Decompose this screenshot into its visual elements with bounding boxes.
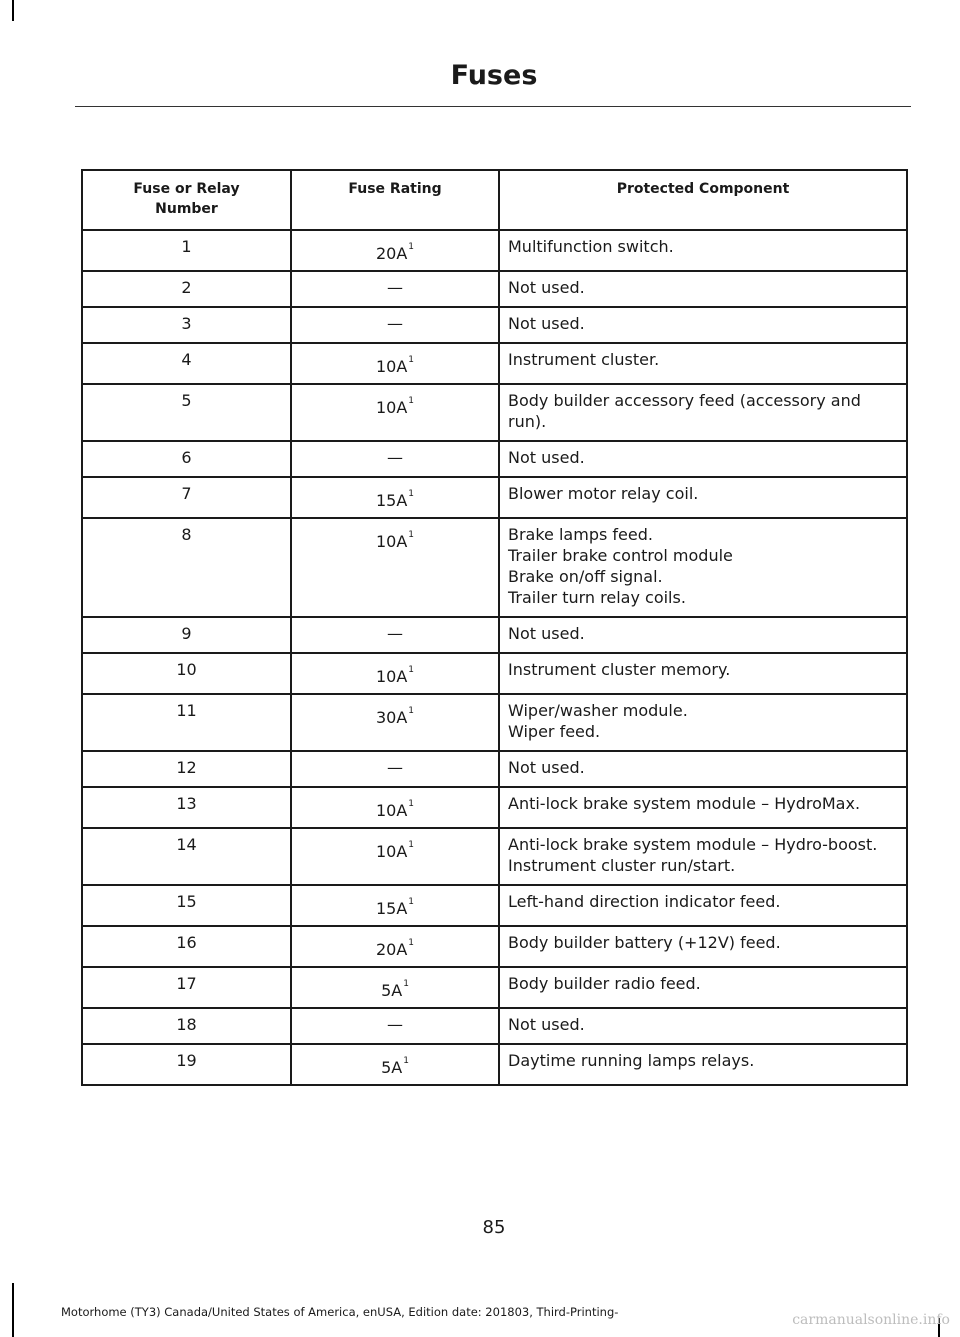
protected-component-cell (499, 1008, 907, 1044)
protected-component-line: Brake on/off signal. (508, 567, 663, 586)
crop-mark-top-left (12, 0, 14, 21)
table-row (82, 343, 907, 384)
fuse-number-cell: 1 (82, 230, 291, 271)
fuse-rating-cell (291, 617, 499, 653)
fuse-table-body (82, 230, 907, 1085)
fuse-number-cell: 17 (82, 967, 291, 1008)
fuse-rating-value: 15A (375, 491, 408, 510)
table-row (82, 617, 907, 653)
protected-component-line: Instrument cluster run/start. (508, 856, 736, 875)
table-row (82, 828, 907, 885)
protected-component-cell (499, 441, 907, 477)
column-header-fuse-number: Fuse or Relay Number (82, 170, 291, 230)
fuse-rating-cell (291, 787, 499, 828)
fuse-number-cell: 2 (82, 271, 291, 307)
footnote-marker: 1 (408, 242, 415, 252)
table-row (82, 885, 907, 926)
fuse-number-cell: 7 (82, 477, 291, 518)
fuse-rating-cell (291, 828, 499, 885)
fuse-rating-value: 10A (375, 801, 408, 820)
table-row (82, 653, 907, 694)
column-header-fuse-rating: Fuse Rating (291, 170, 499, 230)
protected-component-line: Not used. (508, 758, 585, 777)
protected-component-cell (499, 1044, 907, 1085)
fuse-rating-value: — (387, 314, 403, 333)
protected-component-cell (499, 518, 907, 617)
fuse-number-cell: 15 (82, 885, 291, 926)
fuse-number-cell: 12 (82, 751, 291, 787)
fuse-number-cell: 8 (82, 518, 291, 617)
protected-component-line: Wiper feed. (508, 722, 601, 741)
fuse-number-cell: 10 (82, 653, 291, 694)
protected-component-cell (499, 828, 907, 885)
fuse-rating-cell (291, 653, 499, 694)
footnote-marker: 1 (408, 897, 415, 907)
protected-component-line: Trailer brake control module (508, 546, 733, 565)
fuse-rating-cell (291, 885, 499, 926)
footnote-marker: 1 (403, 1056, 409, 1066)
footer-edition-text: Motorhome (TY3) Canada/United States of America, enUSA, Edition date: 201803, Third-Printing- (61, 1305, 619, 1319)
fuse-rating-cell (291, 926, 499, 967)
fuse-rating-cell (291, 1008, 499, 1044)
footnote-marker: 1 (408, 665, 415, 675)
fuse-rating-value: 20A (375, 244, 408, 263)
table-row (82, 477, 907, 518)
table-row (82, 384, 907, 441)
fuse-number-cell: 16 (82, 926, 291, 967)
protected-component-cell (499, 926, 907, 967)
table-row (82, 926, 907, 967)
protected-component-line: Body builder radio feed. (508, 974, 701, 993)
table-row (82, 307, 907, 343)
protected-component-cell (499, 307, 907, 343)
fuse-rating-cell (291, 694, 499, 751)
protected-component-cell (499, 885, 907, 926)
protected-component-cell (499, 343, 907, 384)
fuse-rating-value: — (387, 624, 403, 643)
footnote-marker: 1 (408, 355, 415, 365)
fuse-table (81, 169, 908, 1086)
footnote-marker: 1 (408, 530, 415, 540)
table-row (82, 518, 907, 617)
footnote-marker: 1 (403, 979, 409, 989)
protected-component-line: Brake lamps feed. (508, 525, 653, 544)
title-divider (75, 106, 911, 107)
fuse-number-cell: 5 (82, 384, 291, 441)
protected-component-line: Left-hand direction indicator feed. (508, 892, 781, 911)
protected-component-cell (499, 384, 907, 441)
protected-component-line: Not used. (508, 278, 585, 297)
protected-component-cell (499, 694, 907, 751)
fuse-rating-cell (291, 343, 499, 384)
protected-component-cell (499, 477, 907, 518)
table-row (82, 967, 907, 1008)
fuse-number-cell: 6 (82, 441, 291, 477)
page-number: 85 (482, 1217, 506, 1238)
footnote-marker: 1 (408, 840, 415, 850)
protected-component-line: Multifunction switch. (508, 237, 674, 256)
fuse-rating-value: 5A (381, 1058, 403, 1077)
footnote-marker: 1 (408, 489, 415, 499)
protected-component-line: Blower motor relay coil. (508, 484, 699, 503)
protected-component-cell (499, 751, 907, 787)
fuse-rating-value: 20A (375, 940, 408, 959)
fuse-rating-value: 10A (375, 532, 408, 551)
footnote-marker: 1 (408, 706, 415, 716)
fuse-rating-value: 30A (375, 708, 408, 727)
fuse-number-cell: 9 (82, 617, 291, 653)
fuse-rating-value: — (387, 278, 403, 297)
protected-component-line: Anti-lock brake system module – HydroMax. (508, 794, 861, 813)
protected-component-line: Anti-lock brake system module – Hydro-boost. (508, 835, 878, 854)
fuse-rating-value: 10A (375, 667, 408, 686)
fuse-rating-cell (291, 230, 499, 271)
fuse-rating-value: 5A (381, 981, 403, 1000)
watermark: carmanualsonline.info (792, 1312, 950, 1328)
protected-component-line: Instrument cluster. (508, 350, 660, 369)
table-row (82, 1008, 907, 1044)
table-row (82, 787, 907, 828)
fuse-number-cell: 14 (82, 828, 291, 885)
fuse-rating-value: 10A (375, 842, 408, 861)
fuse-rating-cell (291, 477, 499, 518)
fuse-rating-cell (291, 271, 499, 307)
fuse-rating-cell (291, 307, 499, 343)
table-row (82, 230, 907, 271)
protected-component-line: Not used. (508, 624, 585, 643)
fuse-rating-value: — (387, 758, 403, 777)
protected-component-line: Wiper/washer module. (508, 701, 688, 720)
fuse-number-cell: 18 (82, 1008, 291, 1044)
protected-component-line: Instrument cluster memory. (508, 660, 731, 679)
fuse-number-cell: 4 (82, 343, 291, 384)
fuse-rating-value: 10A (375, 357, 408, 376)
table-row (82, 751, 907, 787)
protected-component-cell (499, 271, 907, 307)
fuse-rating-value: — (387, 1015, 403, 1034)
protected-component-line: Body builder battery (+12V) feed. (508, 933, 781, 952)
protected-component-line: Daytime running lamps relays. (508, 1051, 755, 1070)
fuse-rating-cell (291, 967, 499, 1008)
protected-component-line: Trailer turn relay coils. (508, 588, 686, 607)
protected-component-cell (499, 230, 907, 271)
protected-component-cell (499, 967, 907, 1008)
footnote-marker: 1 (408, 799, 415, 809)
protected-component-cell (499, 653, 907, 694)
fuse-rating-cell (291, 1044, 499, 1085)
crop-mark-bottom-left (12, 1283, 14, 1337)
footnote-marker: 1 (408, 938, 415, 948)
protected-component-line: Not used. (508, 1015, 585, 1034)
fuse-number-cell: 3 (82, 307, 291, 343)
fuse-rating-cell (291, 441, 499, 477)
page-title: Fuses (450, 60, 538, 91)
protected-component-cell (499, 787, 907, 828)
fuse-rating-value: 15A (375, 899, 408, 918)
fuse-rating-cell (291, 518, 499, 617)
table-header-row (82, 170, 907, 230)
fuse-rating-cell (291, 751, 499, 787)
protected-component-line: Body builder accessory feed (accessory and run). (508, 391, 861, 431)
table-row (82, 441, 907, 477)
fuse-rating-cell (291, 384, 499, 441)
protected-component-cell (499, 617, 907, 653)
column-header-protected-component: Protected Component (499, 170, 907, 230)
fuse-rating-value: 10A (375, 398, 408, 417)
protected-component-line: Not used. (508, 314, 585, 333)
fuse-number-cell: 11 (82, 694, 291, 751)
fuse-rating-value: — (387, 448, 403, 467)
table-row (82, 271, 907, 307)
fuse-number-cell: 13 (82, 787, 291, 828)
footnote-marker: 1 (408, 396, 415, 406)
fuse-number-cell: 19 (82, 1044, 291, 1085)
table-row (82, 1044, 907, 1085)
table-row (82, 694, 907, 751)
protected-component-line: Not used. (508, 448, 585, 467)
